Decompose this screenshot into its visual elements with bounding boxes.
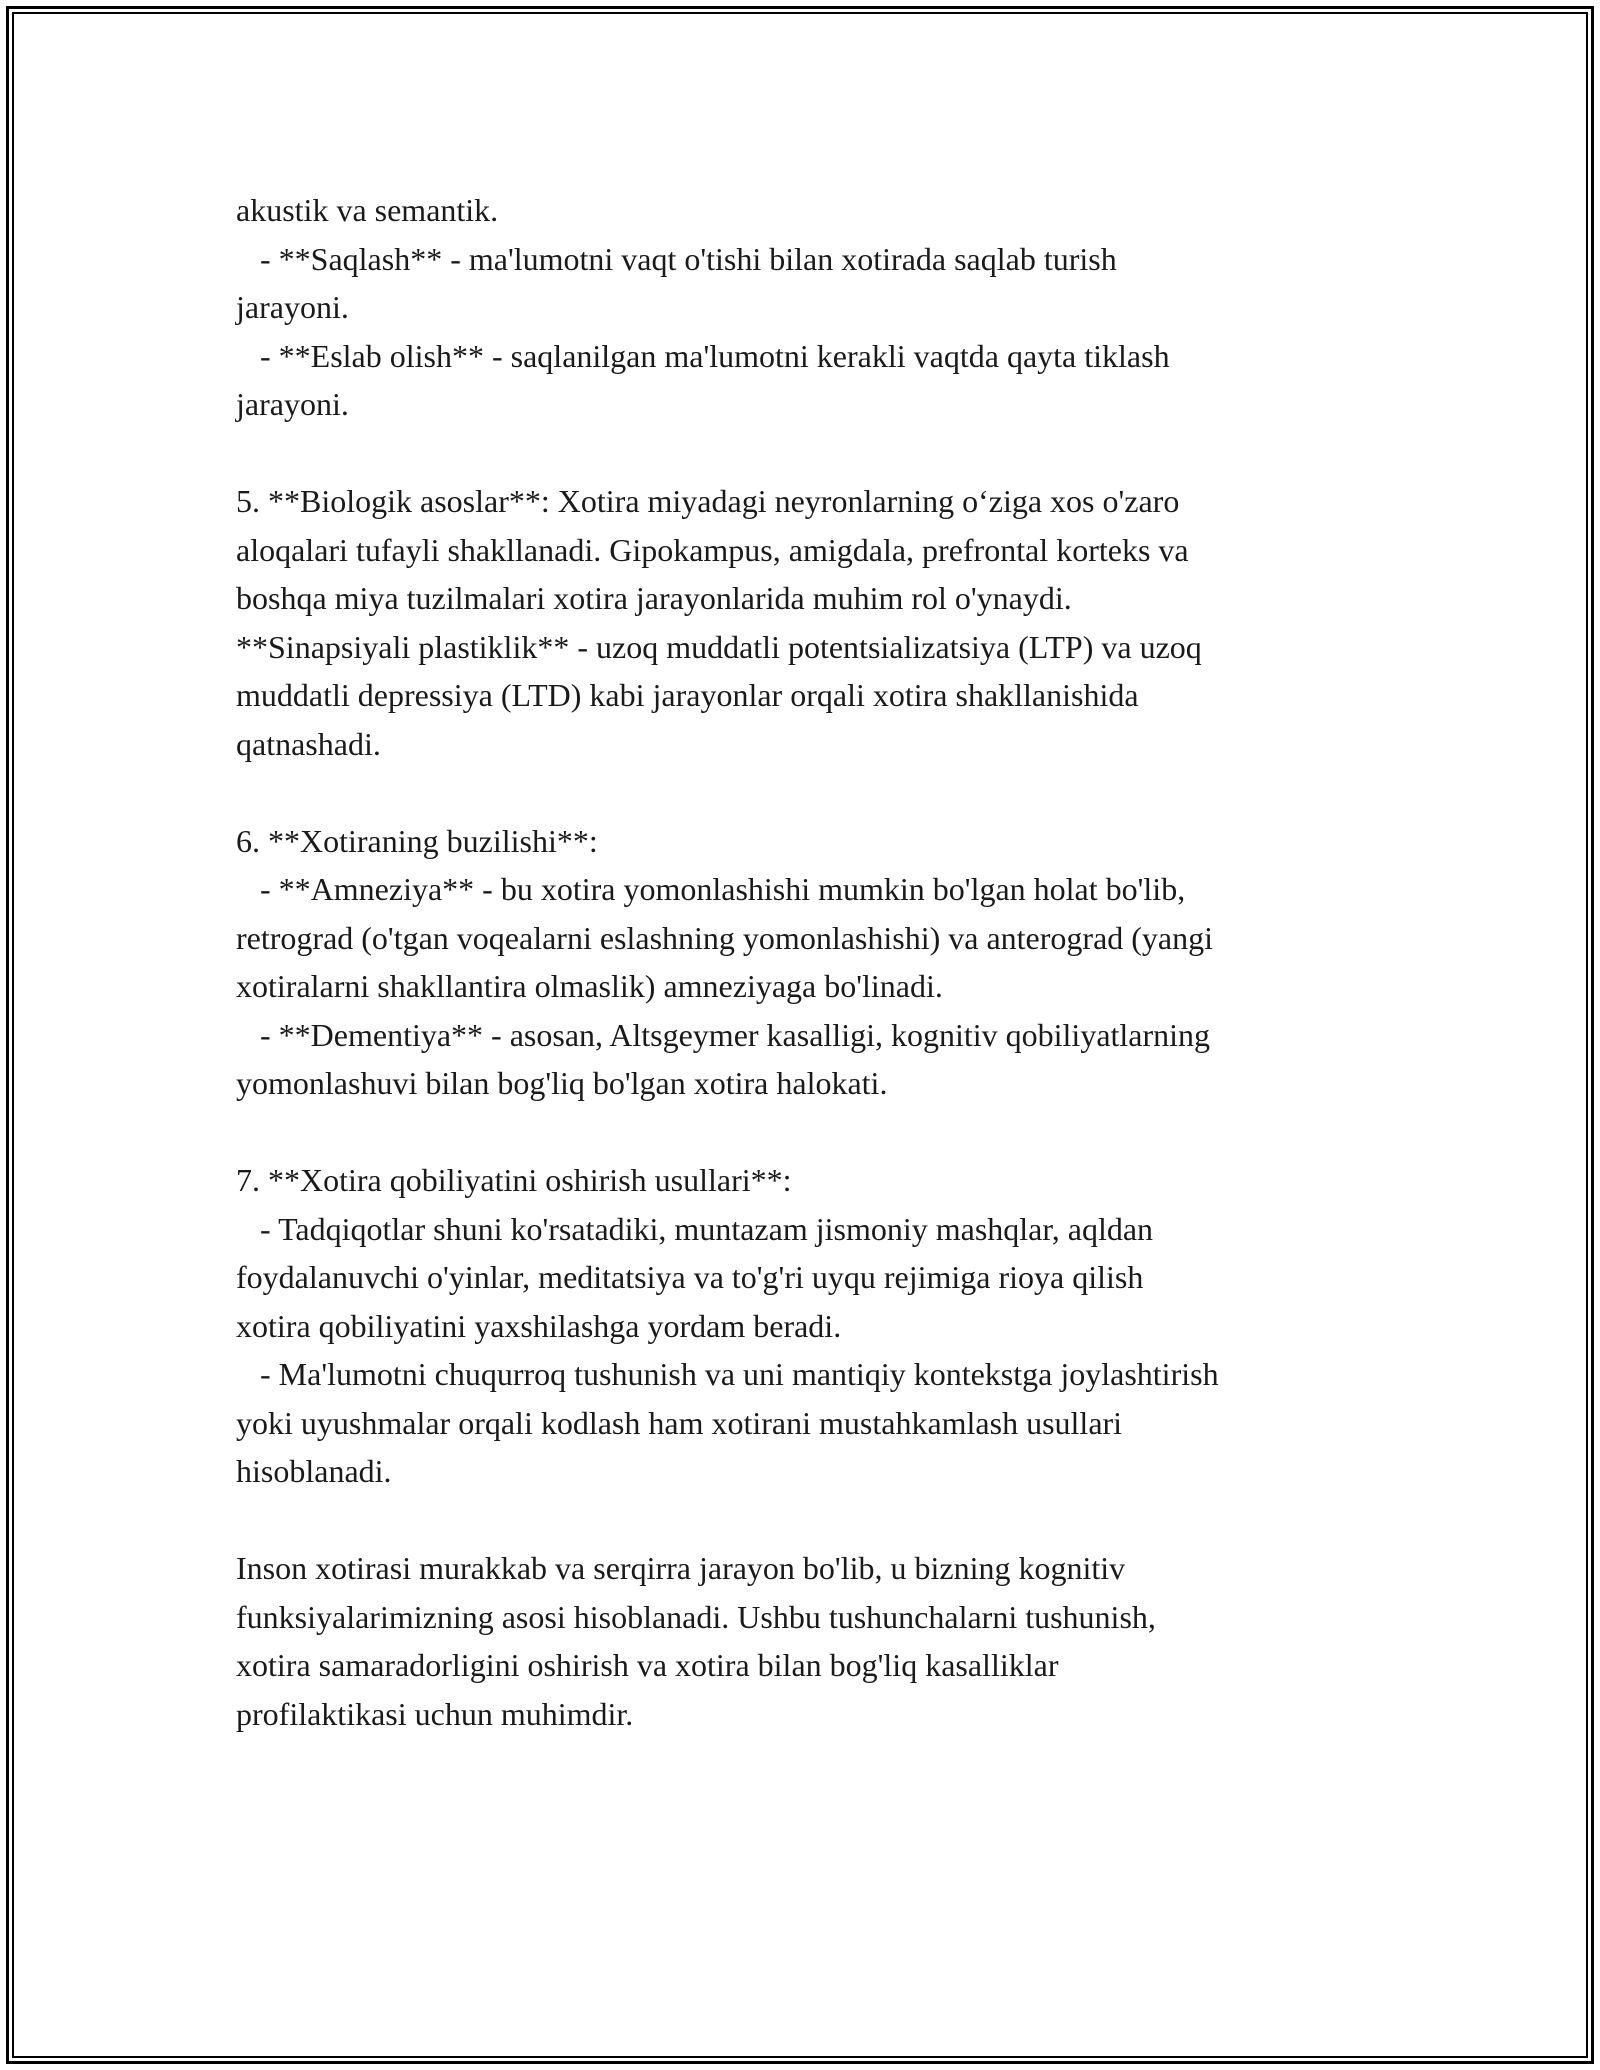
text-line: 7. **Xotira qobiliyatini oshirish usullari**:: [236, 1162, 792, 1198]
text-line: funksiyalarimizning asosi hisoblanadi. Ushbu tushunchalarni tushunish,: [236, 1598, 1156, 1635]
text-line: xotira qobiliyatini yaxshilashga yordam beradi.: [236, 1307, 842, 1344]
text-line: jarayoni.: [236, 386, 349, 422]
text-line: foydalanuvchi o'yinlar, meditatsiya va to'g'ri uyqu rejimiga rioya qilish: [236, 1259, 1144, 1295]
text-line: yomonlashuvi bilan bog'liq bo'lgan xotira halokati.: [236, 1065, 888, 1101]
text-line: 5. **Biologik asoslar**: Xotira miyadagi neyronlarning o‘ziga xos o'zaro: [236, 483, 1180, 519]
text-line: yoki uyushmalar orqali kodlash ham xotirani mustahkamlash usullari: [236, 1404, 1123, 1441]
text-line: - **Saqlash** - ma'lumotni vaqt o'tishi bilan xotirada saqlab turish: [236, 240, 1117, 277]
text-line: akustik va semantik.: [236, 192, 499, 228]
text-line: hisoblanadi.: [236, 1453, 392, 1489]
text-line: aloqalari tufayli shakllanadi. Gipokampus, amigdala, prefrontal korteks va: [236, 531, 1189, 568]
text-line: Inson xotirasi murakkab va serqirra jarayon bo'lib, u bizning kognitiv: [236, 1550, 1126, 1586]
text-line: - **Eslab olish** - saqlanilgan ma'lumotni kerakli vaqtda qayta tiklash: [236, 337, 1170, 374]
text-line: - Ma'lumotni chuqurroq tushunish va uni mantiqiy kontekstga joylashtirish: [236, 1356, 1219, 1392]
text-line: muddatli depressiya (LTD) kabi jarayonlar orqali xotira shakllanishida: [236, 677, 1139, 713]
text-line: 6. **Xotiraning buzilishi**:: [236, 822, 598, 859]
text-line: retrograd (o'tgan voqealarni eslashning yomonlashishi) va anterograd (yangi: [236, 919, 1214, 956]
text-line: jarayoni.: [236, 289, 349, 325]
text-line: xotira samaradorligini oshirish va xotira bilan bog'liq kasalliklar: [236, 1647, 1059, 1683]
text-line: - **Dementiya** - asosan, Altsgeymer kasalligi, kognitiv qobiliyatlarning: [236, 1016, 1211, 1053]
text-line: qatnashadi.: [236, 725, 381, 762]
text-line: xotiralarni shakllantira olmaslik) amneziyaga bo'linadi.: [236, 968, 943, 1004]
text-line: - Tadqiqotlar shuni ko'rsatadiki, muntazam jismoniy mashqlar, aqldan: [236, 1210, 1154, 1247]
blank-line: [236, 768, 1416, 817]
blank-line: [236, 429, 1416, 478]
text-line: boshqa miya tuzilmalari xotira jarayonlarida muhim rol o'ynaydi.: [236, 580, 1072, 616]
text-line: **Sinapsiyali plastiklik** - uzoq muddatli potentsializatsiya (LTP) va uzoq: [236, 628, 1202, 665]
text-line: - **Amneziya** - bu xotira yomonlashishi mumkin bo'lgan holat bo'lib,: [236, 871, 1186, 907]
blank-line: [236, 1108, 1416, 1157]
document-body: [236, 186, 1416, 1738]
blank-line: [236, 1496, 1416, 1545]
text-line: profilaktikasi uchun muhimdir.: [236, 1695, 634, 1732]
